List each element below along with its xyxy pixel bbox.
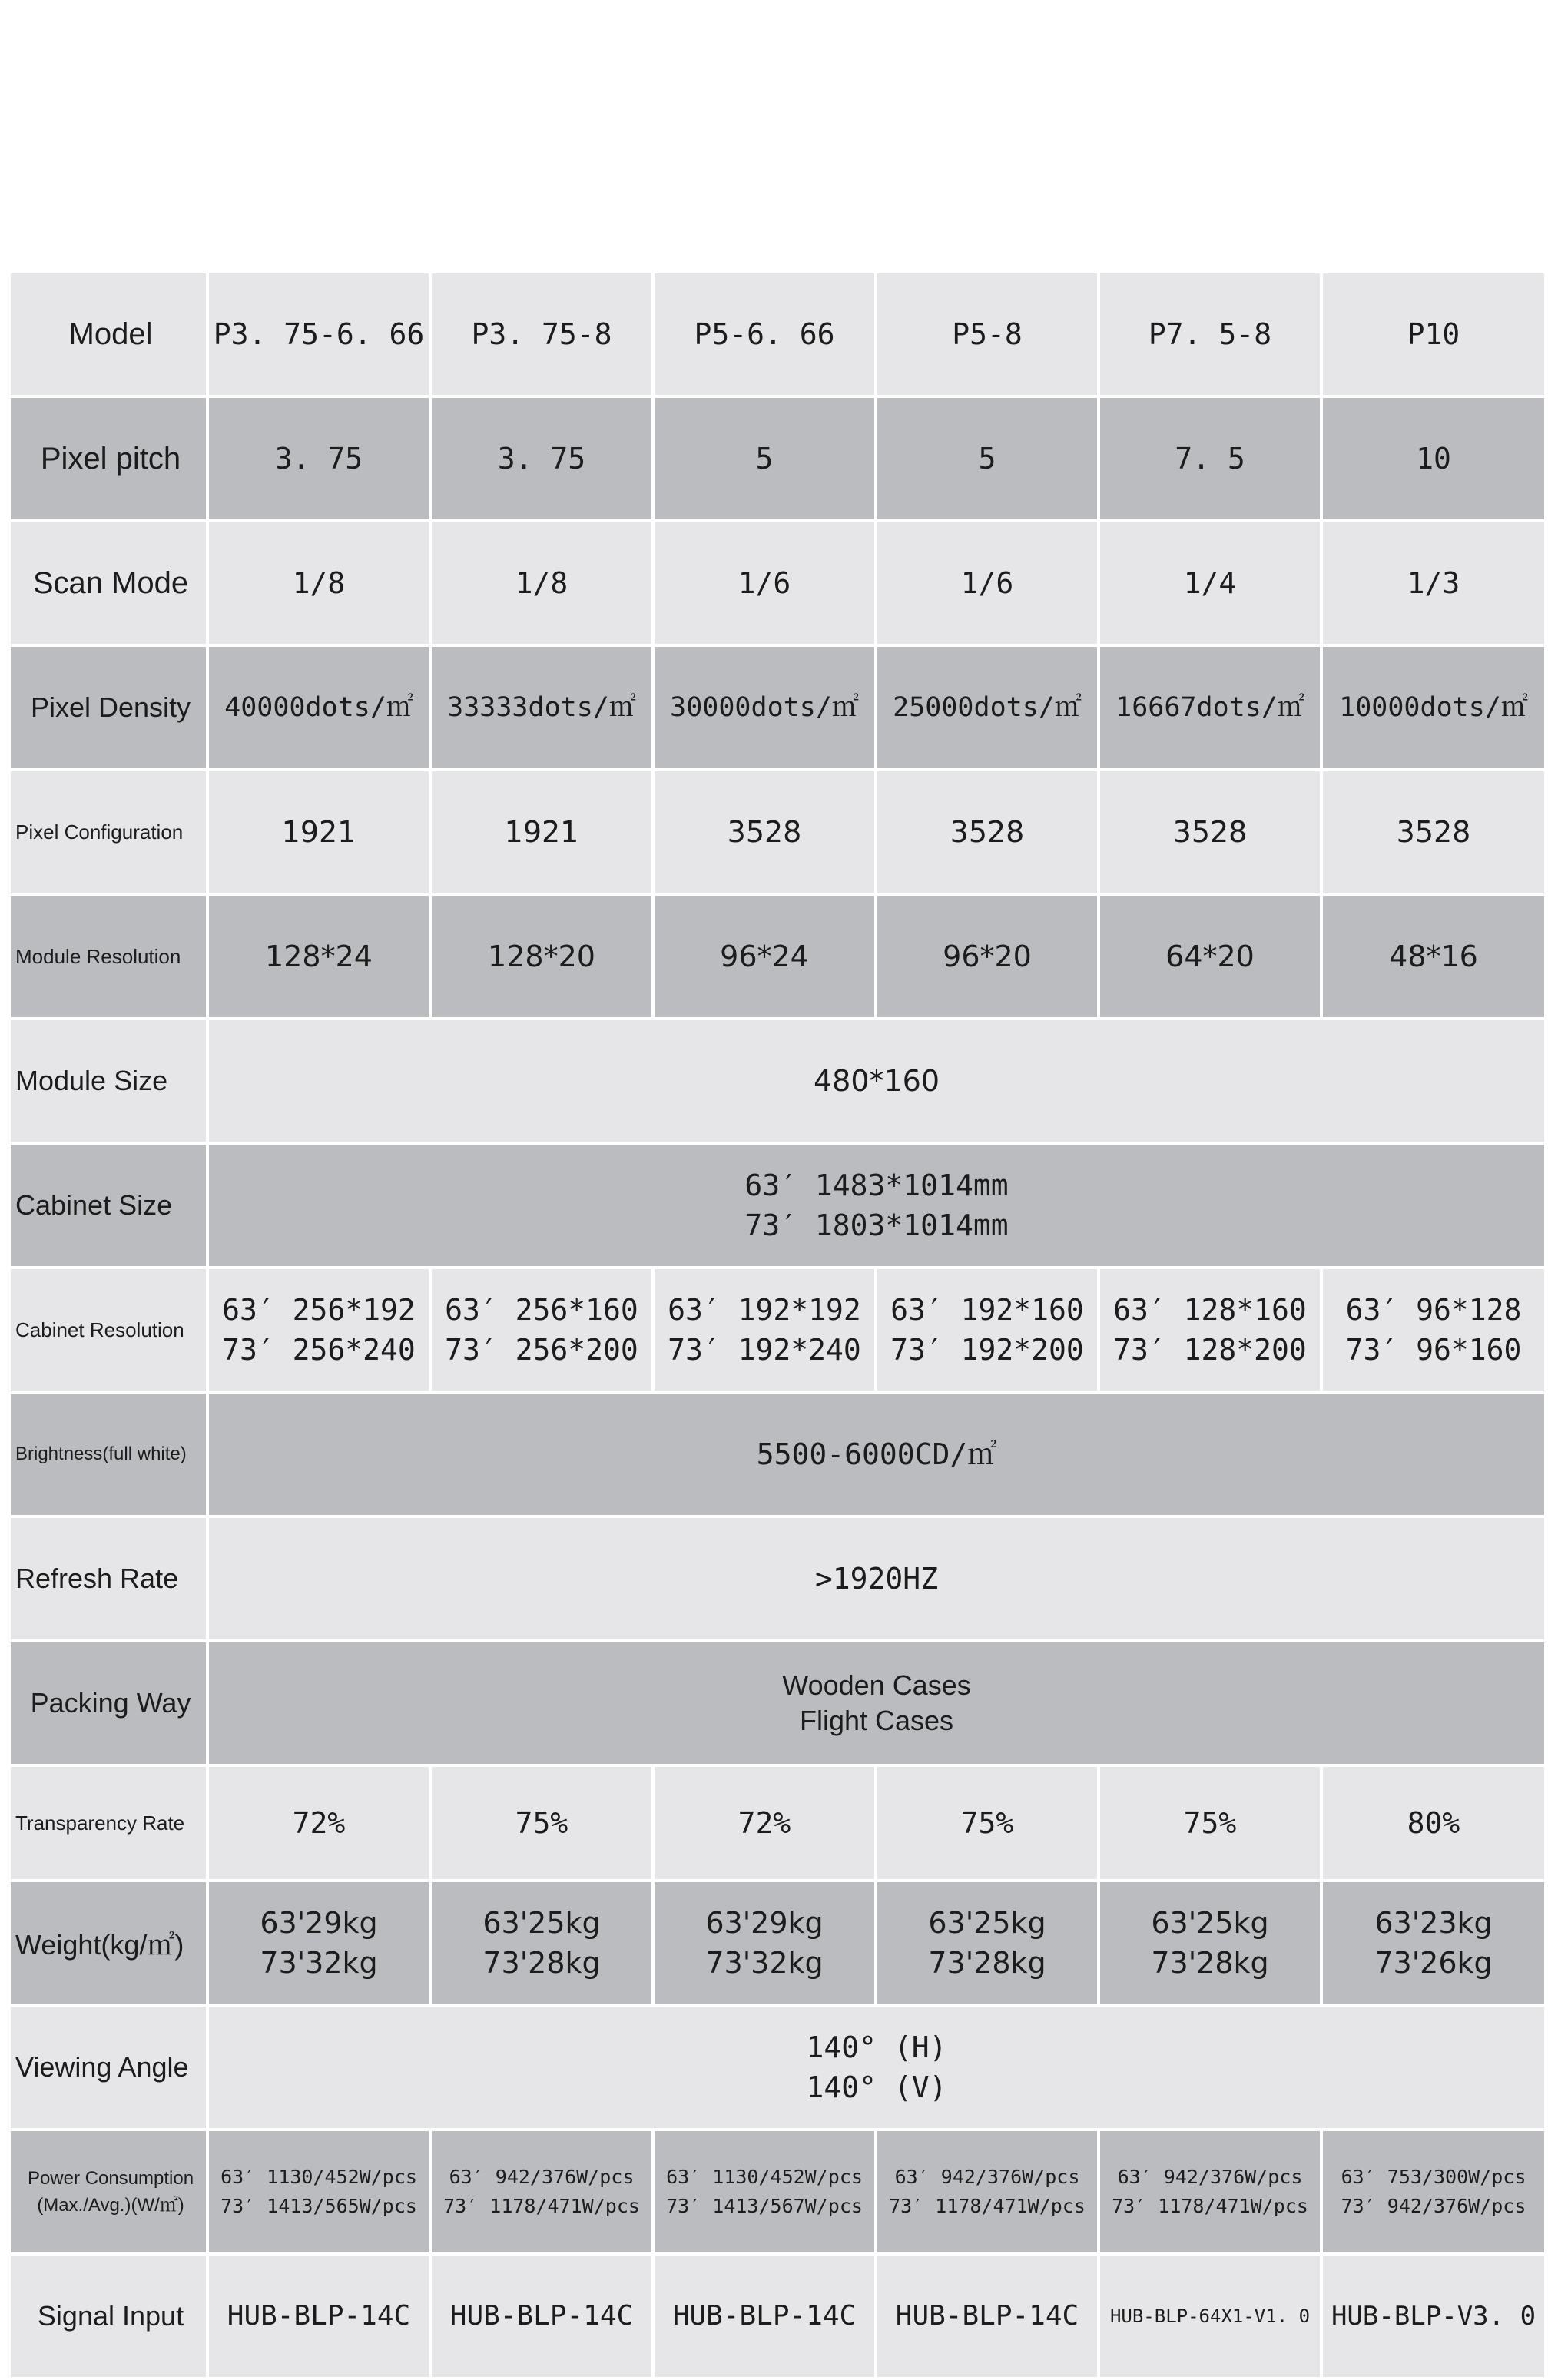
weight-line: 73'32kg — [260, 1946, 378, 1980]
power-line: 73′ 1178/471W/pcs — [889, 2195, 1086, 2217]
row-label-refresh-rate: Refresh Rate — [9, 1517, 207, 1641]
cabinet-size-line: 63′ 1483*1014mm — [744, 1168, 1009, 1202]
cabinet-resolution-line: 63′ 256*192 — [222, 1293, 416, 1327]
weight-cell — [876, 1881, 1099, 2005]
signal-input-cell: HUB-BLP-14C — [430, 2254, 653, 2378]
signal-input-cell: HUB-BLP-14C — [876, 2254, 1099, 2378]
row-label-pixel-density: Pixel Density — [9, 645, 207, 770]
refresh-rate-value: >1920HZ — [207, 1517, 1546, 1641]
pixel-configuration-cell: 1921 — [430, 770, 653, 894]
cabinet-resolution-cell — [207, 1268, 430, 1392]
pixel-configuration-cell: 3528 — [876, 770, 1099, 894]
row-refresh-rate — [9, 1517, 1546, 1641]
model-cell: P5-6. 66 — [653, 272, 876, 396]
model-cell: P7. 5-8 — [1099, 272, 1321, 396]
row-scan-mode — [9, 521, 1546, 645]
model-cell: P5-8 — [876, 272, 1099, 396]
cabinet-size-line: 73′ 1803*1014mm — [744, 1208, 1009, 1242]
row-pixel-pitch — [9, 396, 1546, 521]
pixel-pitch-cell: 3. 75 — [207, 396, 430, 521]
pixel-configuration-cell: 1921 — [207, 770, 430, 894]
transparency-rate-cell: 75% — [430, 1765, 653, 1881]
scan-mode-cell: 1/8 — [430, 521, 653, 645]
weight-line: 63'29kg — [260, 1906, 378, 1940]
weight-line: 63'25kg — [482, 1906, 601, 1940]
model-cell: P10 — [1321, 272, 1546, 396]
cabinet-resolution-line: 73′ 96*160 — [1345, 1333, 1522, 1367]
pixel-configuration-cell: 3528 — [653, 770, 876, 894]
row-weight — [9, 1881, 1546, 2005]
cabinet-resolution-line: 73′ 128*200 — [1113, 1333, 1307, 1367]
power-line: 73′ 1178/471W/pcs — [1112, 2195, 1308, 2217]
power-line: 63′ 942/376W/pcs — [894, 2166, 1080, 2188]
row-label-viewing-angle: Viewing Angle — [9, 2005, 207, 2130]
row-model — [9, 272, 1546, 396]
row-module-size — [9, 1019, 1546, 1143]
row-label-cabinet-size: Cabinet Size — [9, 1143, 207, 1268]
weight-cell — [430, 1881, 653, 2005]
power-label-line: (Max./Avg.)(W/㎡) — [37, 2194, 184, 2216]
scan-mode-cell: 1/6 — [653, 521, 876, 645]
row-label-weight: Weight(kg/㎡) — [9, 1881, 207, 2005]
weight-cell — [1321, 1881, 1546, 2005]
weight-line: 63'25kg — [928, 1906, 1046, 1940]
weight-line: 63'25kg — [1151, 1906, 1269, 1940]
transparency-rate-cell: 75% — [876, 1765, 1099, 1881]
power-line: 63′ 1130/452W/pcs — [666, 2166, 863, 2188]
row-module-resolution — [9, 894, 1546, 1019]
pixel-pitch-cell: 5 — [653, 396, 876, 521]
row-label-module-resolution: Module Resolution — [9, 894, 207, 1019]
module-resolution-cell: 64*20 — [1099, 894, 1321, 1019]
pixel-density-cell: 33333dots/㎡ — [430, 645, 653, 770]
cabinet-resolution-cell — [1099, 1268, 1321, 1392]
power-consumption-cell — [1099, 2130, 1321, 2254]
power-line: 73′ 942/376W/pcs — [1341, 2195, 1526, 2217]
power-line: 63′ 753/300W/pcs — [1341, 2166, 1526, 2188]
pixel-density-cell: 25000dots/㎡ — [876, 645, 1099, 770]
row-cabinet-size — [9, 1143, 1546, 1268]
row-label-power-consumption — [9, 2130, 207, 2254]
row-viewing-angle — [9, 2005, 1546, 2130]
cabinet-resolution-cell — [876, 1268, 1099, 1392]
cabinet-resolution-line: 63′ 192*192 — [668, 1293, 861, 1327]
scan-mode-cell: 1/6 — [876, 521, 1099, 645]
weight-line: 73'28kg — [1151, 1946, 1269, 1980]
module-size-value: 480*160 — [207, 1019, 1546, 1143]
power-line: 73′ 1413/565W/pcs — [220, 2195, 417, 2217]
signal-input-cell: HUB-BLP-V3. 0 — [1321, 2254, 1546, 2378]
pixel-density-cell: 16667dots/㎡ — [1099, 645, 1321, 770]
module-resolution-cell: 48*16 — [1321, 894, 1546, 1019]
packing-way-line: Wooden Cases — [782, 1669, 971, 1701]
cabinet-resolution-line: 73′ 256*200 — [445, 1333, 638, 1367]
model-cell: P3. 75-8 — [430, 272, 653, 396]
transparency-rate-cell: 80% — [1321, 1765, 1546, 1881]
weight-line: 73'26kg — [1374, 1946, 1493, 1980]
power-consumption-cell — [430, 2130, 653, 2254]
scan-mode-cell: 1/3 — [1321, 521, 1546, 645]
pixel-configuration-cell: 3528 — [1099, 770, 1321, 894]
transparency-rate-cell: 72% — [207, 1765, 430, 1881]
row-label-module-size: Module Size — [9, 1019, 207, 1143]
row-power-consumption — [9, 2130, 1546, 2254]
module-resolution-cell: 96*20 — [876, 894, 1099, 1019]
cabinet-resolution-line: 63′ 96*128 — [1345, 1293, 1522, 1327]
pixel-configuration-cell: 3528 — [1321, 770, 1546, 894]
module-resolution-cell: 128*24 — [207, 894, 430, 1019]
pixel-pitch-cell: 5 — [876, 396, 1099, 521]
weight-line: 73'28kg — [482, 1946, 601, 1980]
pixel-pitch-cell: 7. 5 — [1099, 396, 1321, 521]
cabinet-resolution-cell — [430, 1268, 653, 1392]
row-packing-way — [9, 1641, 1546, 1765]
power-line: 63′ 942/376W/pcs — [1117, 2166, 1303, 2188]
packing-way-line: Flight Cases — [799, 1705, 954, 1736]
weight-line: 63'29kg — [705, 1906, 824, 1940]
row-brightness — [9, 1392, 1546, 1517]
cabinet-resolution-line: 63′ 128*160 — [1113, 1293, 1307, 1327]
weight-cell — [653, 1881, 876, 2005]
weight-cell — [1099, 1881, 1321, 2005]
viewing-angle-value — [207, 2005, 1546, 2130]
cabinet-resolution-line: 73′ 192*200 — [890, 1333, 1084, 1367]
row-label-pixel-configuration: Pixel Configuration — [9, 770, 207, 894]
power-line: 73′ 1178/471W/pcs — [443, 2195, 640, 2217]
weight-line: 73'28kg — [928, 1946, 1046, 1980]
row-label-transparency-rate: Transparency Rate — [9, 1765, 207, 1881]
cabinet-resolution-line: 73′ 256*240 — [222, 1333, 416, 1367]
pixel-density-cell: 10000dots/㎡ — [1321, 645, 1546, 770]
cabinet-resolution-line: 73′ 192*240 — [668, 1333, 861, 1367]
brightness-value: 5500-6000CD/㎡ — [207, 1392, 1546, 1517]
power-consumption-cell — [207, 2130, 430, 2254]
signal-input-cell: HUB-BLP-64X1-V1. 0 — [1099, 2254, 1321, 2378]
pixel-pitch-cell: 3. 75 — [430, 396, 653, 521]
packing-way-value — [207, 1641, 1546, 1765]
pixel-pitch-cell: 10 — [1321, 396, 1546, 521]
row-pixel-configuration — [9, 770, 1546, 894]
power-line: 73′ 1413/567W/pcs — [666, 2195, 863, 2217]
power-label-line: Power Consumption — [27, 2167, 194, 2189]
cabinet-resolution-line: 63′ 256*160 — [445, 1293, 638, 1327]
pixel-density-cell: 40000dots/㎡ — [207, 645, 430, 770]
signal-input-cell: HUB-BLP-14C — [207, 2254, 430, 2378]
power-consumption-cell — [876, 2130, 1099, 2254]
row-label-model: Model — [9, 272, 207, 396]
weight-line: 63'23kg — [1374, 1906, 1493, 1940]
row-label-pixel-pitch: Pixel pitch — [9, 396, 207, 521]
power-line: 63′ 942/376W/pcs — [449, 2166, 635, 2188]
row-cabinet-resolution — [9, 1268, 1546, 1392]
scan-mode-cell: 1/8 — [207, 521, 430, 645]
transparency-rate-cell: 72% — [653, 1765, 876, 1881]
row-label-scan-mode: Scan Mode — [9, 521, 207, 645]
cabinet-size-value — [207, 1143, 1546, 1268]
cabinet-resolution-cell — [1321, 1268, 1546, 1392]
power-consumption-cell — [1321, 2130, 1546, 2254]
viewing-angle-line: 140° (H) — [806, 2030, 947, 2064]
weight-cell — [207, 1881, 430, 2005]
spec-table — [8, 270, 1547, 2380]
pixel-density-cell: 30000dots/㎡ — [653, 645, 876, 770]
row-label-signal-input: Signal Input — [9, 2254, 207, 2378]
module-resolution-cell: 128*20 — [430, 894, 653, 1019]
transparency-rate-cell: 75% — [1099, 1765, 1321, 1881]
weight-line: 73'32kg — [705, 1946, 824, 1980]
row-pixel-density — [9, 645, 1546, 770]
cabinet-resolution-line: 63′ 192*160 — [890, 1293, 1084, 1327]
scan-mode-cell: 1/4 — [1099, 521, 1321, 645]
viewing-angle-line: 140° (V) — [806, 2070, 947, 2104]
module-resolution-cell: 96*24 — [653, 894, 876, 1019]
model-cell: P3. 75-6. 66 — [207, 272, 430, 396]
power-line: 63′ 1130/452W/pcs — [220, 2166, 417, 2188]
row-label-cabinet-resolution: Cabinet Resolution — [9, 1268, 207, 1392]
row-transparency-rate — [9, 1765, 1546, 1881]
cabinet-resolution-cell — [653, 1268, 876, 1392]
power-consumption-cell — [653, 2130, 876, 2254]
row-signal-input — [9, 2254, 1546, 2378]
row-label-packing-way: Packing Way — [9, 1641, 207, 1765]
row-label-brightness: Brightness(full white) — [9, 1392, 207, 1517]
signal-input-cell: HUB-BLP-14C — [653, 2254, 876, 2378]
